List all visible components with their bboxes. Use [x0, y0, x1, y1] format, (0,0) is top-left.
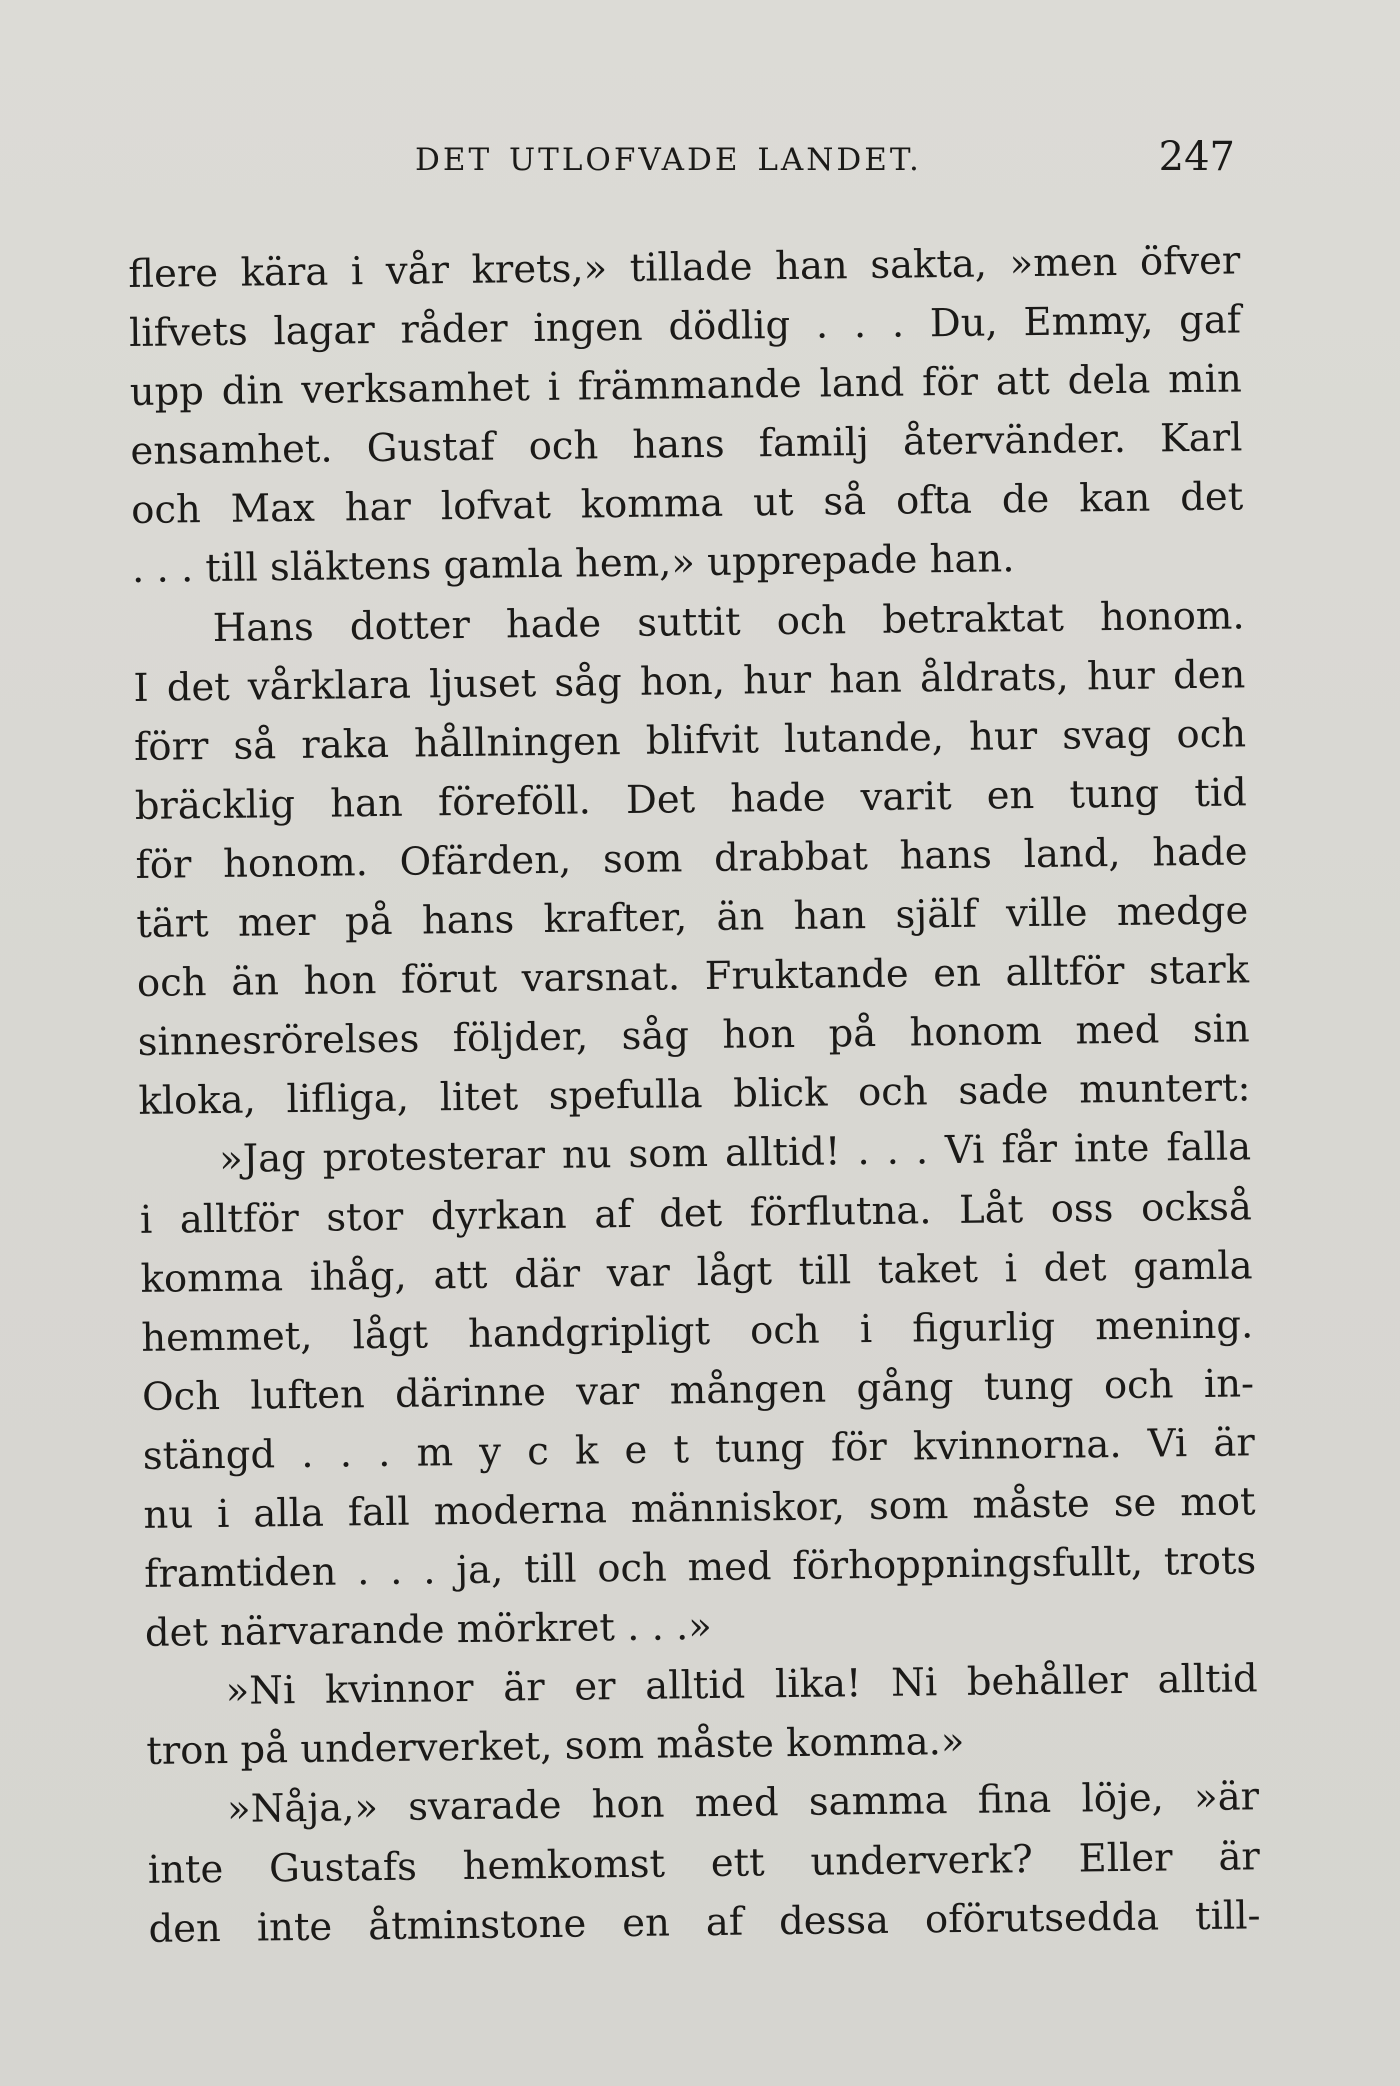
- text-line: och än hon förut varsnat. Fruktande en alltför stark: [136, 947, 1250, 1007]
- text-line: nu i alla fall moderna människor, som måste se mot: [143, 1479, 1256, 1538]
- text-line: tron på underverket, som måste komma.»: [146, 1719, 965, 1775]
- text-line: den inte åtminstone en af dessa oförutsedda till-: [148, 1892, 1261, 1952]
- text-line: hemmet, lågt handgripligt och i figurlig mening.: [141, 1302, 1254, 1361]
- text-line: tärt mer på hans krafter, än han själf ville medge: [136, 888, 1249, 947]
- text-line: kloka, lifliga, litet spefulla blick och sade muntert:: [138, 1065, 1251, 1125]
- page-header: [130, 134, 1235, 188]
- text-line: I det vårklara ljuset såg hon, hur han åldrats, hur den: [133, 652, 1246, 711]
- text-line: och Max har lofvat komma ut så ofta de kan det: [130, 474, 1244, 534]
- text-line: bräcklig han föreföll. Det hade varit en tung tid: [134, 770, 1248, 829]
- text-line: »Jag protesterar nu som alltid! . . . Vi får inte falla: [218, 1124, 1252, 1183]
- text-line: Hans dotter hade suttit och betraktat honom.: [212, 592, 1245, 651]
- text-line: lifvets lagar råder ingen dödlig . . . Du, Emmy, gaf: [128, 297, 1242, 357]
- text-line: Och luften därinne var mången gång tung och in-: [141, 1361, 1255, 1420]
- text-line: det närvarande mörkret . . .»: [144, 1604, 713, 1657]
- text-line: stängd . . . m y c k e t tung för kvinnorna. Vi är: [142, 1420, 1255, 1479]
- page-number: 247: [1158, 134, 1235, 180]
- text-line: framtiden . . . ja, till och med förhoppningsfullt, trots: [143, 1538, 1257, 1597]
- text-line: »Ni kvinnor är er alltid lika! Ni behåller alltid: [225, 1656, 1258, 1715]
- text-line: . . . till släktens gamla hem,» upprepade han.: [131, 536, 1015, 593]
- text-line: »Nåja,» svarade hon med samma fina löje, »är: [226, 1774, 1260, 1833]
- text-line: förr så raka hållningen blifvit lutande, hur svag och: [133, 711, 1247, 770]
- text-line: ensamhet. Gustaf och hans familj återvänder. Karl: [130, 415, 1243, 475]
- text-line: inte Gustafs hemkomst ett underverk? Eller är: [147, 1833, 1261, 1893]
- text-line: sinnesrörelses följder, såg hon på honom med sin: [137, 1006, 1250, 1066]
- text-line: flere kära i vår krets,» tillade han sakta, »men öfver: [128, 238, 1241, 297]
- text-line: i alltför stor dyrkan af det förflutna. Låt oss också: [139, 1183, 1253, 1243]
- running-title: DET UTLOFVADE LANDET.: [415, 142, 922, 178]
- text-line: upp din verksamhet i främmande land för att dela min: [129, 356, 1242, 416]
- body-text: [128, 231, 1261, 1958]
- text-line: komma ihåg, att där var lågt till taket i det gamla: [140, 1242, 1253, 1302]
- text-line: för honom. Ofärden, som drabbat hans land, hade: [135, 829, 1248, 888]
